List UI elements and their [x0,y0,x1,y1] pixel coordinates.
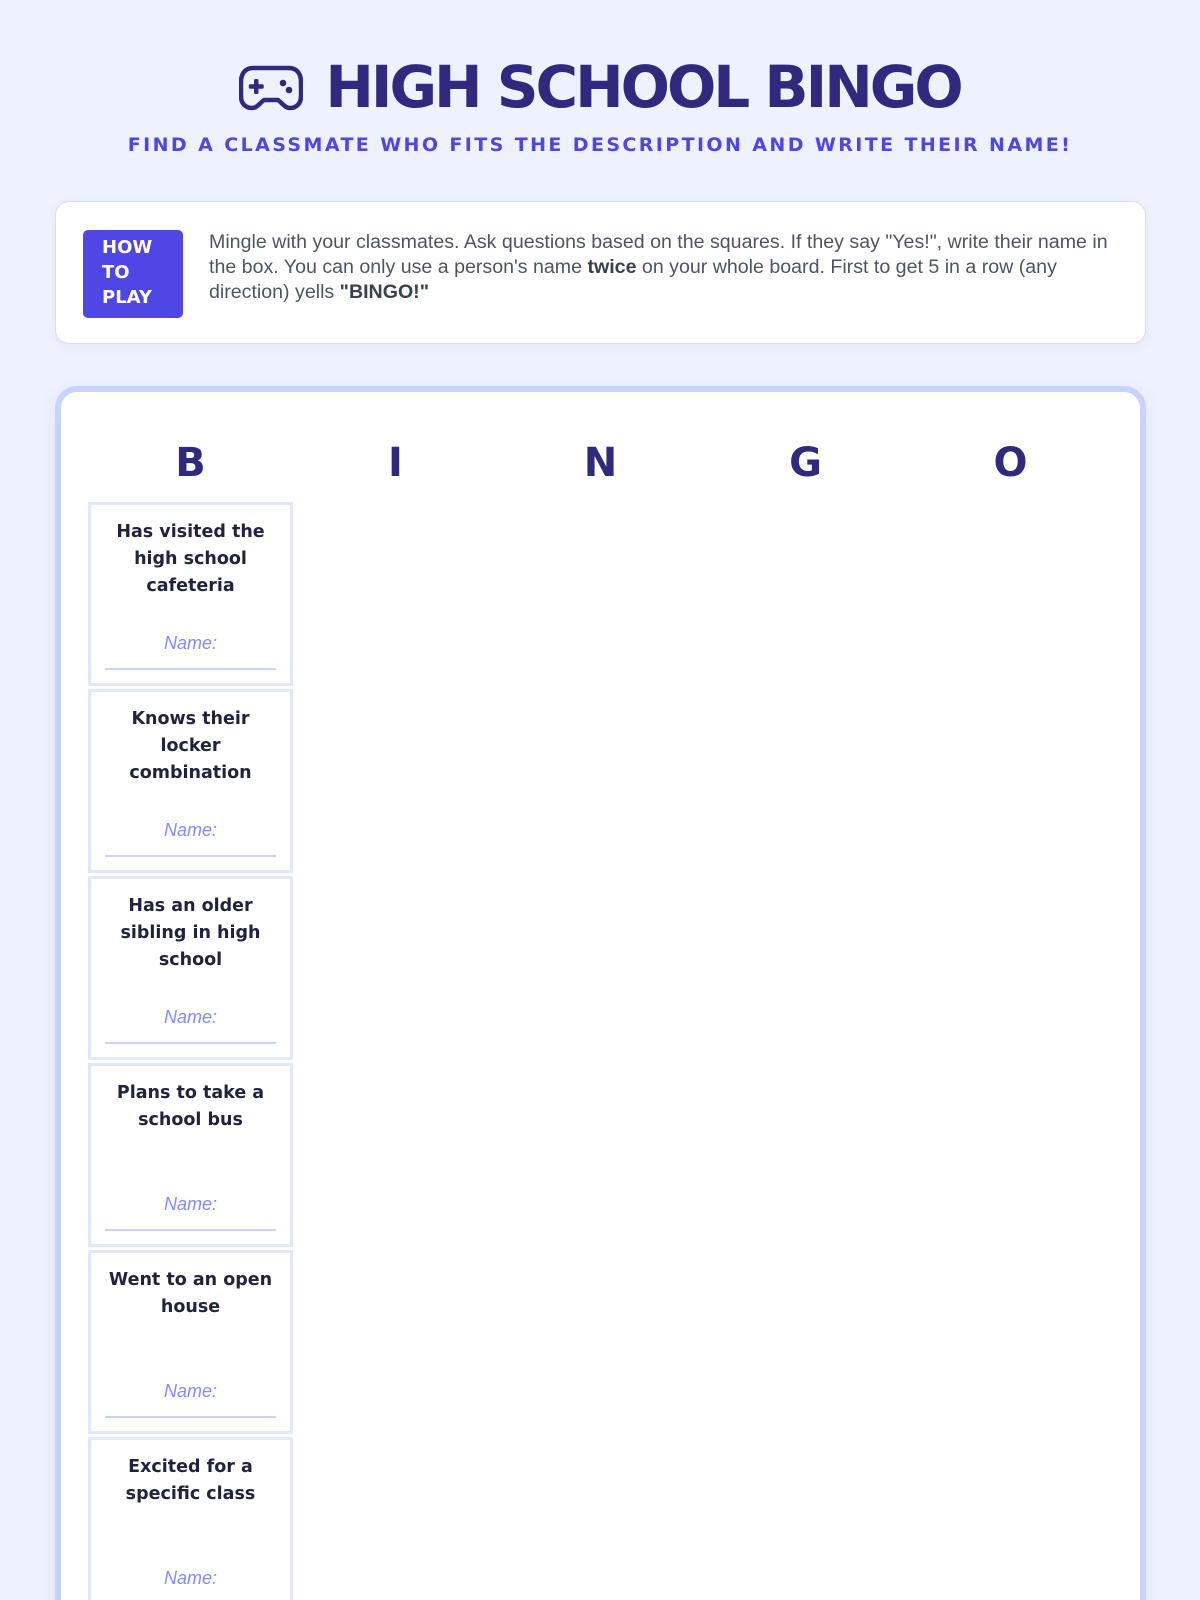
bingo-square[interactable] [88,876,293,1060]
how-to-play-badge [83,230,183,318]
bingo-square[interactable] [88,502,293,686]
bingo-square[interactable] [88,1063,293,1247]
square-prompt: Has an older sibling in high school [120,896,261,970]
bingo-letter: N [583,440,618,486]
badge-line: PLAY [102,287,152,308]
bingo-square[interactable] [88,1250,293,1434]
name-label: Name: [163,820,217,840]
page-subtitle: FIND A CLASSMATE WHO FITS THE DESCRIPTION AND WRITE THEIR NAME! [127,134,1073,156]
name-label: Name: [163,1194,217,1214]
how-to-play-card [55,201,1146,344]
name-write-line[interactable] [105,1229,276,1231]
square-prompt: Went to an open house [108,1270,273,1317]
square-prompt: Knows their locker combination [129,709,252,783]
bingo-square[interactable] [88,689,293,873]
square-prompt: Excited for a specific class [125,1457,256,1504]
name-write-line[interactable] [105,668,276,670]
page-title: HIGH SCHOOL BINGO [325,53,961,121]
instructions-emphasis: twice [587,256,637,278]
bingo-board [55,386,1146,1600]
bingo-letter: O [993,440,1028,486]
bingo-letter: B [175,440,206,486]
name-label: Name: [163,1007,217,1027]
bingo-square[interactable] [88,1437,293,1600]
bingo-letters-row [88,438,1113,488]
square-prompt: Plans to take a school bus [116,1083,265,1130]
name-label: Name: [163,1381,217,1401]
name-write-line[interactable] [105,1042,276,1044]
badge-line: TO [102,262,130,283]
bingo-letter: G [789,440,822,486]
name-write-line[interactable] [105,855,276,857]
badge-line: HOW [102,237,153,258]
instructions-part: on your whole board. First to get 5 in a row (any direction) yells [209,256,1057,303]
name-write-line[interactable] [105,1416,276,1418]
bingo-letter: I [388,440,403,486]
square-prompt: Has visited the high school cafeteria [116,522,265,596]
instructions-part: Mingle with your classmates. Ask questions based on the squares. If they say "Yes!", write their name in the box. You can only use a person's name [209,231,1108,278]
gamepad-icon [239,63,303,111]
name-label: Name: [163,633,217,653]
instructions-emphasis: "BINGO!" [339,281,430,303]
name-label: Name: [163,1568,217,1588]
how-to-play-text [209,230,1119,305]
header [0,52,1200,122]
